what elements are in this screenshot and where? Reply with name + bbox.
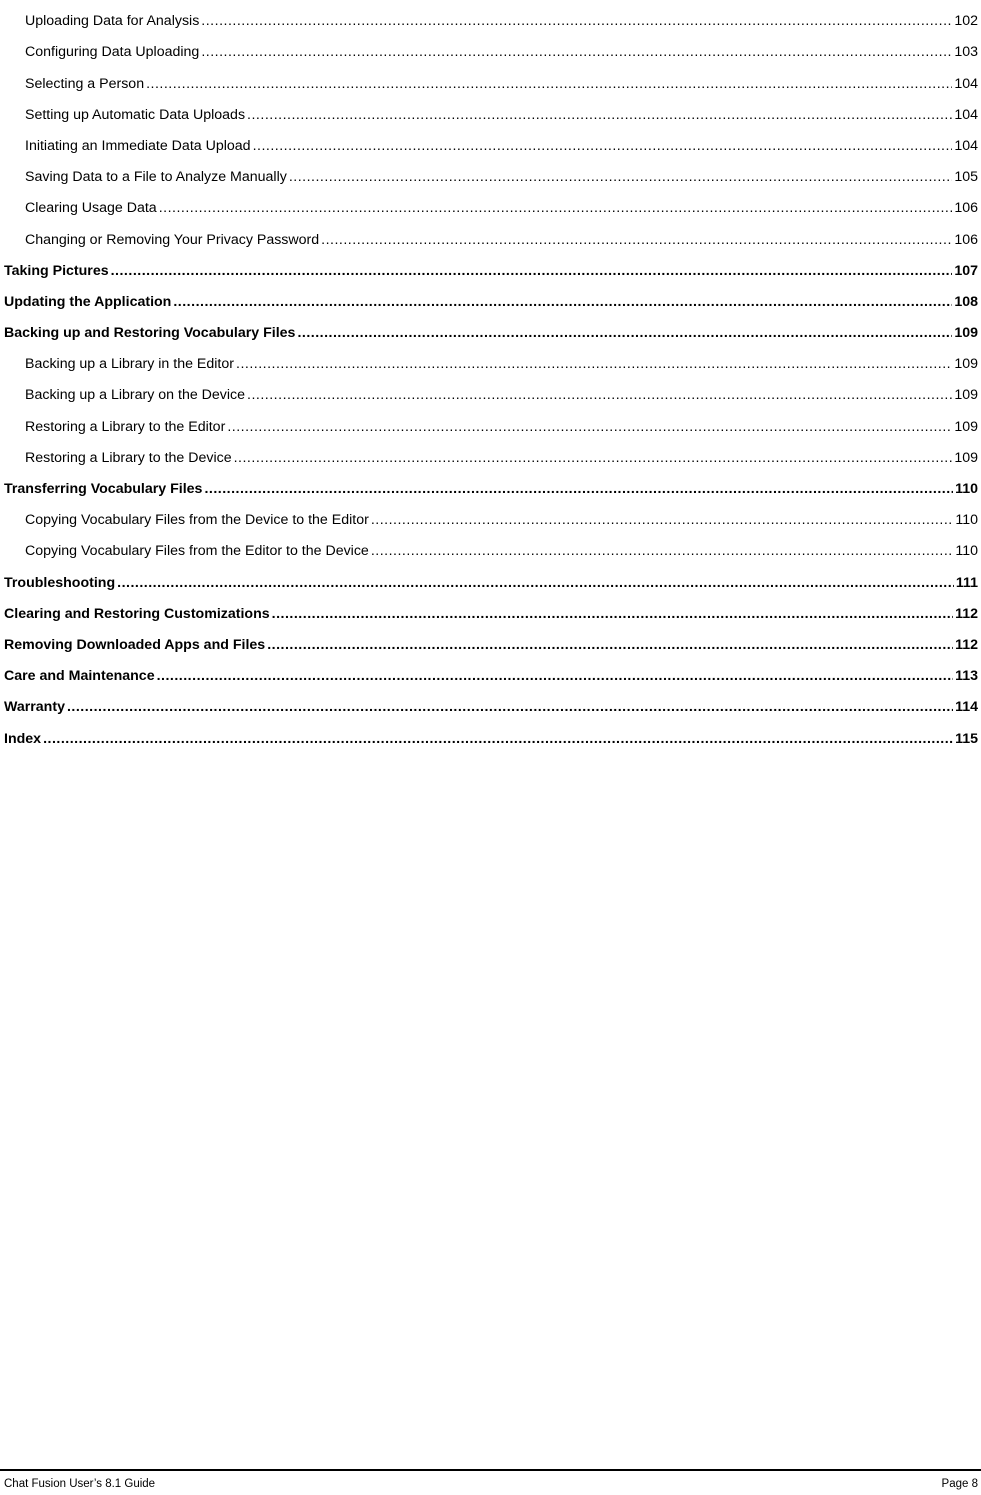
toc-page-number: 110 <box>955 481 978 497</box>
toc-page-number: 109 <box>954 356 978 373</box>
toc-page-number: 109 <box>954 449 978 466</box>
toc-heading-entry[interactable] <box>4 655 978 686</box>
toc-subentry[interactable] <box>4 405 978 436</box>
table-of-contents <box>4 0 978 749</box>
toc-entry-title: Updating the Application <box>4 293 172 310</box>
toc-subentry[interactable] <box>4 530 978 561</box>
toc-entry-title: Taking Pictures <box>4 262 109 279</box>
toc-page-number: 104 <box>954 137 978 154</box>
toc-subentry[interactable] <box>4 156 978 187</box>
toc-entry-title: Restoring a Library to the Device <box>25 449 232 466</box>
toc-subentry[interactable] <box>4 31 978 62</box>
toc-entry-title: Uploading Data for Analysis <box>25 13 200 30</box>
toc-dot-leader <box>43 731 953 749</box>
toc-heading-entry[interactable] <box>4 250 978 281</box>
toc-dot-leader <box>201 13 952 31</box>
toc-page-number: 105 <box>954 169 978 186</box>
toc-entry-title: Selecting a Person <box>25 75 145 92</box>
toc-entry-title: Clearing and Restoring Customizations <box>4 605 270 622</box>
toc-page-number: 106 <box>954 231 978 248</box>
toc-entry-title: Backing up and Restoring Vocabulary Files <box>4 325 296 342</box>
toc-entry-title: Troubleshooting <box>4 574 116 591</box>
toc-subentry[interactable] <box>4 437 978 468</box>
toc-page-number: 103 <box>954 44 978 61</box>
toc-heading-entry[interactable] <box>4 281 978 312</box>
toc-dot-leader <box>253 138 953 156</box>
toc-subentry[interactable] <box>4 125 978 156</box>
toc-dot-leader <box>272 606 953 624</box>
toc-dot-leader <box>247 107 952 125</box>
footer-page-number: Page 8 <box>941 1478 978 1490</box>
toc-page-number: 104 <box>954 106 978 123</box>
toc-subentry[interactable] <box>4 94 978 125</box>
toc-dot-leader <box>321 232 952 250</box>
toc-page-number: 104 <box>954 75 978 92</box>
toc-page-number: 112 <box>955 636 978 653</box>
toc-dot-leader <box>201 44 952 62</box>
toc-heading-entry[interactable] <box>4 593 978 624</box>
toc-entry-title: Saving Data to a File to Analyze Manually <box>25 169 287 186</box>
toc-dot-leader <box>159 200 953 218</box>
toc-subentry[interactable] <box>4 0 978 31</box>
toc-page-number: 107 <box>954 262 978 279</box>
toc-dot-leader <box>173 294 952 312</box>
toc-heading-entry[interactable] <box>4 717 978 748</box>
toc-dot-leader <box>247 387 952 405</box>
toc-dot-leader <box>371 512 954 530</box>
toc-entry-title: Initiating an Immediate Data Upload <box>25 137 251 154</box>
toc-entry-title: Care and Maintenance <box>4 668 155 685</box>
toc-entry-title: Index <box>4 730 42 747</box>
toc-entry-title: Copying Vocabulary Files from the Editor to the Device <box>25 543 369 560</box>
toc-dot-leader <box>146 76 952 94</box>
toc-page-number: 109 <box>954 387 978 404</box>
toc-page-number: 113 <box>955 668 978 685</box>
toc-entry-title: Setting up Automatic Data Uploads <box>25 106 246 123</box>
toc-subentry[interactable] <box>4 218 978 249</box>
toc-heading-entry[interactable] <box>4 561 978 592</box>
toc-heading-entry[interactable] <box>4 312 978 343</box>
toc-page-number: 114 <box>955 699 978 716</box>
toc-entry-title: Warranty <box>4 699 65 716</box>
toc-page-number: 108 <box>954 293 978 310</box>
toc-entry-title: Backing up a Library in the Editor <box>25 356 234 373</box>
toc-subentry[interactable] <box>4 374 978 405</box>
toc-subentry[interactable] <box>4 187 978 218</box>
toc-subentry[interactable] <box>4 62 978 93</box>
toc-entry-title: Configuring Data Uploading <box>25 44 200 61</box>
toc-dot-leader <box>117 575 954 593</box>
toc-entry-title: Clearing Usage Data <box>25 200 157 217</box>
toc-dot-leader <box>67 699 953 717</box>
toc-dot-leader <box>267 637 953 655</box>
footer-guide-title: Chat Fusion User’s 8.1 Guide <box>4 1478 156 1490</box>
toc-entry-title: Changing or Removing Your Privacy Password <box>25 231 320 248</box>
toc-entry-title: Transferring Vocabulary Files <box>4 481 203 497</box>
toc-dot-leader <box>371 543 954 561</box>
toc-page-number: 112 <box>955 605 978 622</box>
toc-heading-entry[interactable] <box>4 686 978 717</box>
toc-dot-leader <box>157 668 954 686</box>
toc-dot-leader <box>234 450 953 468</box>
toc-page-number: 110 <box>955 543 978 560</box>
toc-dot-leader <box>227 419 952 437</box>
toc-page-number: 111 <box>955 574 978 591</box>
toc-page-number: 102 <box>954 13 978 30</box>
toc-page-number: 115 <box>955 730 978 747</box>
toc-heading-entry[interactable] <box>4 468 978 499</box>
toc-entry-title: Restoring a Library to the Editor <box>25 418 226 435</box>
toc-subentry[interactable] <box>4 343 978 374</box>
toc-page-number: 106 <box>954 200 978 217</box>
toc-subentry[interactable] <box>4 499 978 530</box>
footer-divider <box>0 1469 981 1471</box>
toc-dot-leader <box>204 481 953 499</box>
page-footer <box>4 1478 978 1490</box>
toc-heading-entry[interactable] <box>4 624 978 655</box>
toc-dot-leader <box>236 356 952 374</box>
toc-entry-title: Removing Downloaded Apps and Files <box>4 636 266 653</box>
toc-page-number: 110 <box>955 512 978 529</box>
toc-page-number: 109 <box>954 418 978 435</box>
toc-entry-title: Copying Vocabulary Files from the Device to the Editor <box>25 512 369 529</box>
toc-dot-leader <box>111 263 953 281</box>
toc-dot-leader <box>289 169 953 187</box>
toc-dot-leader <box>297 325 952 343</box>
toc-page-number: 109 <box>954 325 978 342</box>
toc-entry-title: Backing up a Library on the Device <box>25 387 246 404</box>
